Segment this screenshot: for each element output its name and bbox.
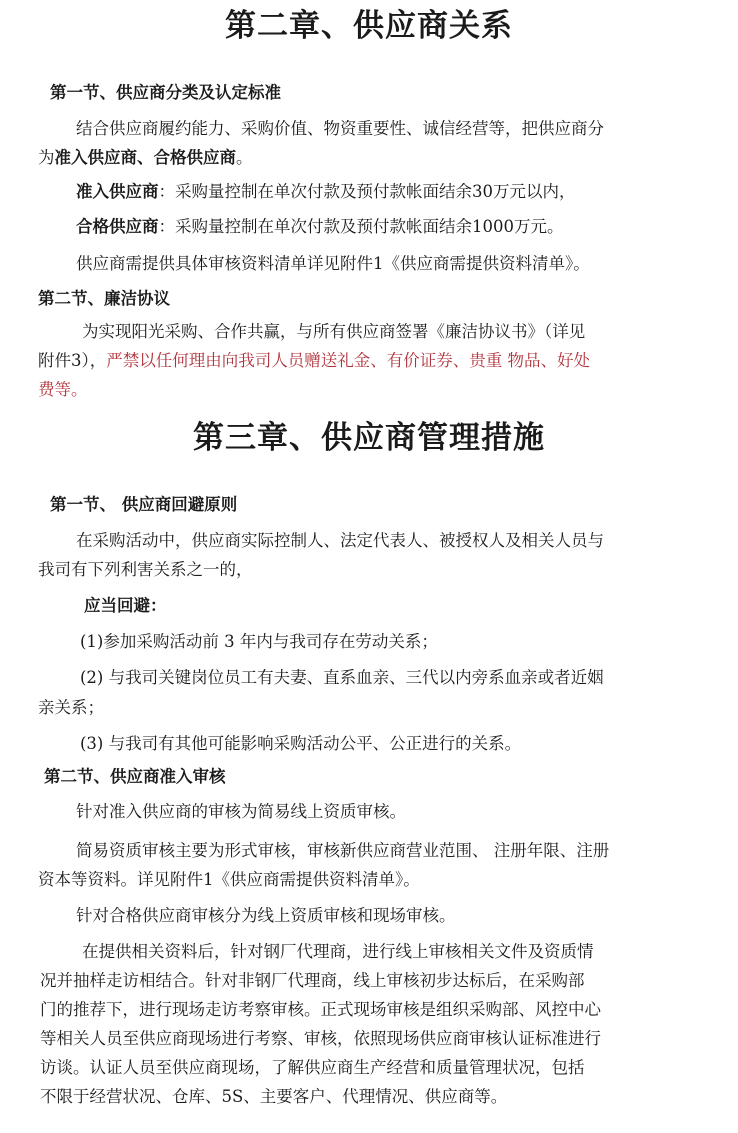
admission-review-line-3: 资本等资料。详见附件1《供应商需提供资料清单》。 (38, 870, 420, 889)
chapter-3-title: 第三章、供应商管理措施 (193, 420, 545, 456)
onsite-review-line-6: 不限于经营状况、仓库、5S、主要客户、代理情况、供应商等。 (40, 1087, 508, 1106)
onsite-review-line-4: 等相关人员至供应商现场进行考察、审核，依照现场供应商审核认证标准进行 (40, 1029, 601, 1048)
integrity-paragraph-line-1: 为实现阳光采购、合作共赢，与所有供应商签署《廉洁协议书》（详见 (82, 322, 586, 341)
admission-review-line-4: 针对合格供应商审核分为线上资质审核和现场审核。 (76, 906, 456, 925)
admission-review-line-1: 针对准入供应商的审核为简易线上资质审核。 (76, 802, 406, 821)
integrity-paragraph-line-2 (38, 347, 590, 375)
qualified-supplier-text: ：采购量控制在单次付款及预付款帐面结余1000万元。 (158, 217, 564, 236)
avoidance-item-2-line-2: 亲关系； (38, 698, 104, 717)
chapter-3-section-2-title: 第二节、供应商准入审核 (44, 767, 226, 786)
onsite-review-line-3: 门的推荐下，进行现场走访考察审核。正式现场审核是组织采购部、风控中心 (40, 1000, 601, 1019)
onsite-review-line-2: 况并抽样走访相结合。针对非钢厂代理商，线上审核初步达标后，在采购部 (40, 971, 585, 990)
admission-review-line-2: 简易资质审核主要为形式审核，审核新供应商营业范围、 注册年限、注册 (76, 841, 610, 860)
integrity-attachment-ref: 附件3）， (38, 351, 107, 370)
onsite-review-line-5: 访谈。认证人员至供应商现场，了解供应商生产经营和质量管理状况，包括 (40, 1058, 585, 1077)
onsite-review-line-1: 在提供相关资料后，针对钢厂代理商，进行线上审核相关文件及资质情 (82, 942, 594, 961)
avoidance-paragraph-line-2: 我司有下列利害关系之一的， (38, 560, 253, 579)
chapter-2-title: 第二章、供应商关系 (225, 8, 513, 44)
avoidance-label: 应当回避： (84, 596, 167, 615)
avoidance-item-1: (1)参加采购活动前 3 年内与我司存在劳动关系； (80, 632, 438, 651)
avoidance-item-2-line-1: (2) 与我司关键岗位员工有夫妻、直系血亲、三代以内旁系血亲或者近姻 (80, 668, 604, 687)
avoidance-paragraph-line-1: 在采购活动中，供应商实际控制人、法定代表人、被授权人及相关人员与 (76, 531, 604, 550)
attachment-note-line: 供应商需提供具体审核资料清单详见附件1《供应商需提供资料清单》。 (76, 254, 590, 273)
classification-paragraph-line-2 (38, 144, 253, 172)
classification-prefix: 为 (38, 148, 55, 167)
integrity-prohibition-text: 严禁以任何理由向我司人员赠送礼金、有价证券、贵重 物品、好处 (106, 351, 590, 370)
avoidance-item-3: (3) 与我司有其他可能影响采购活动公平、公正进行的关系。 (80, 734, 522, 753)
classification-paragraph-line-1: 结合供应商履约能力、采购价值、物资重要性、诚信经营等，把供应商分 (76, 119, 604, 138)
classification-types: 准入供应商、合格供应商 (54, 148, 236, 167)
chapter-2-section-2-title: 第二节、廉洁协议 (38, 289, 170, 308)
integrity-paragraph-line-3: 费等。 (38, 380, 88, 399)
chapter-2-section-1-title: 第一节、供应商分类及认定标准 (50, 83, 281, 102)
admit-supplier-text: ：采购量控制在单次付款及预付款帐面结余30万元以内， (158, 182, 576, 201)
admit-supplier-line (76, 178, 576, 206)
qualified-supplier-line (76, 213, 564, 241)
admit-supplier-label: 准入供应商 (76, 182, 159, 201)
chapter-3-section-1-title: 第一节、 供应商回避原则 (50, 495, 238, 514)
classification-suffix: 。 (236, 148, 253, 167)
qualified-supplier-label: 合格供应商 (76, 217, 159, 236)
